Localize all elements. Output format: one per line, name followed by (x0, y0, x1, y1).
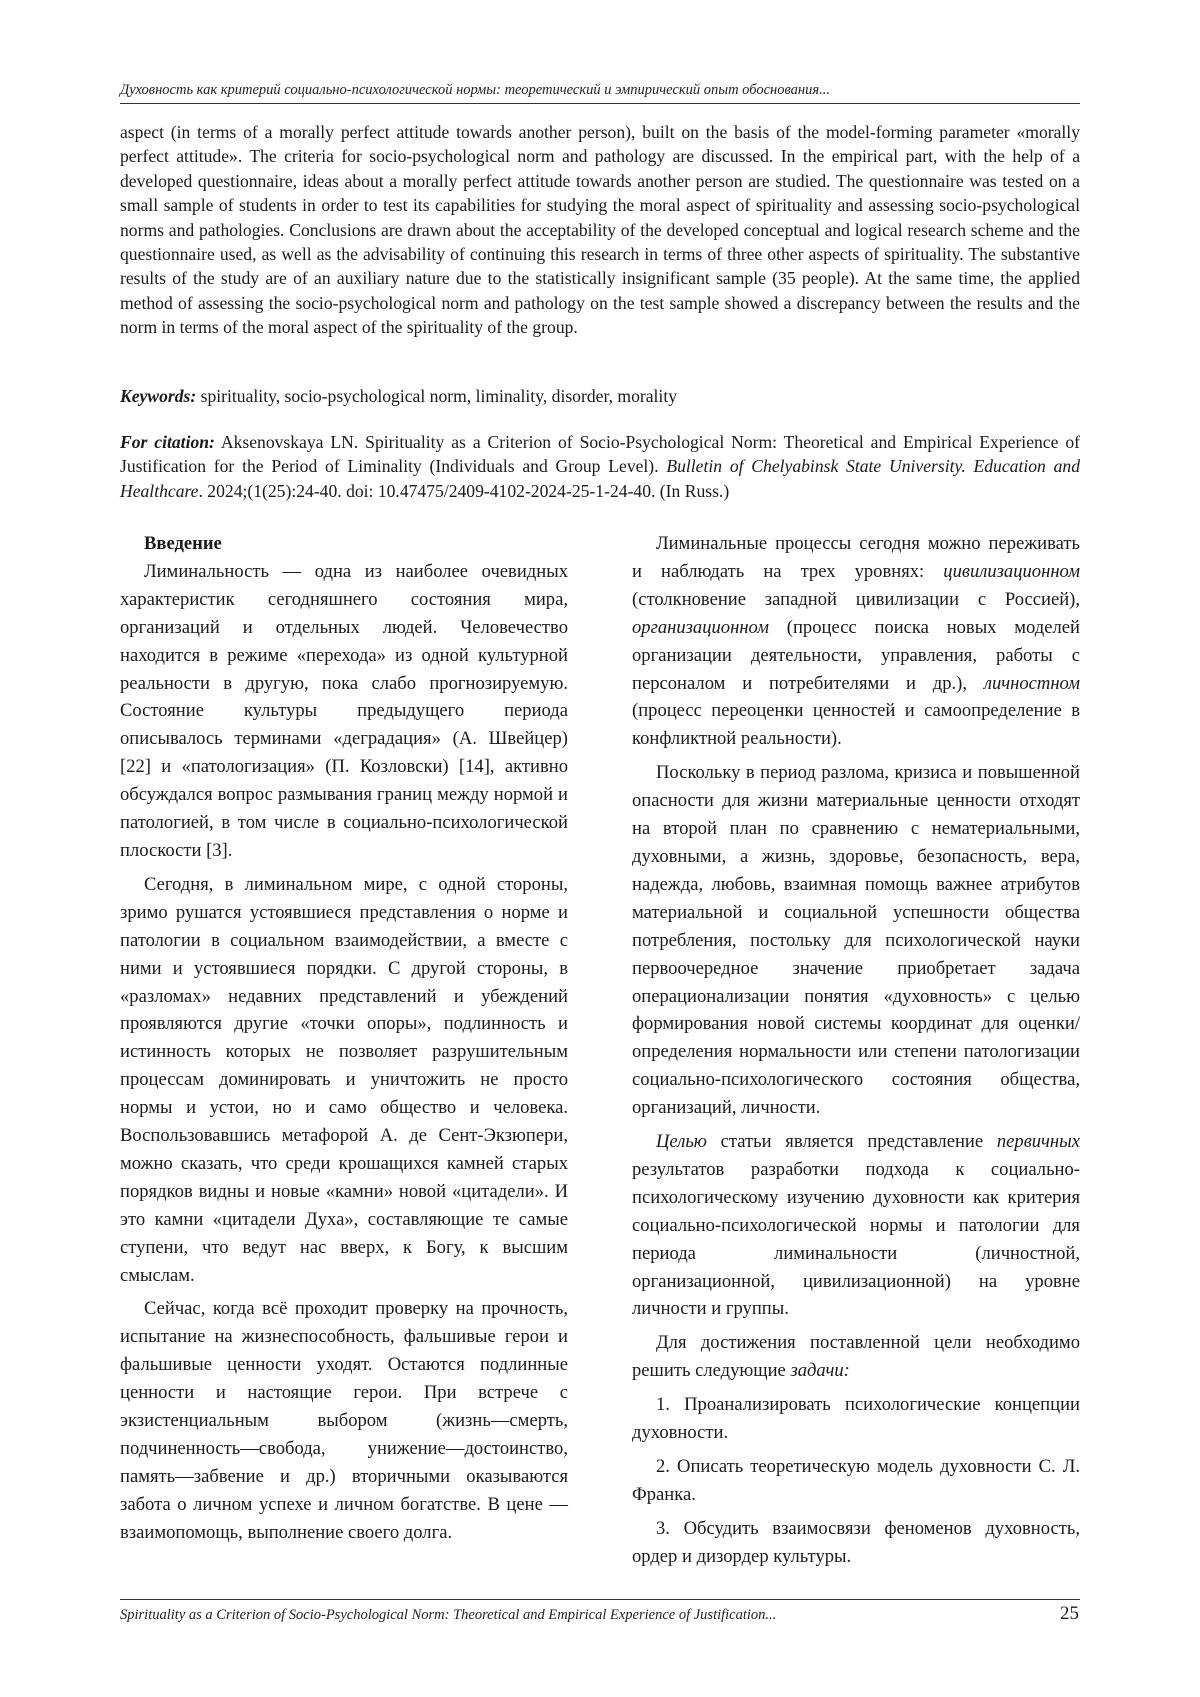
abstract-text: aspect (in terms of a morally perfect attitude towards another person), built on the basis of the model-forming parameter «morally perfect attitude». The criteria for socio-psychological norm and pathology are discussed. In the empirical part, with the help of a developed questionnaire, ideas about a morally perfect attitude towards another person are studied. The questionnaire was tested on a small sample of students in order to test its capabilities for studying the moral aspect of spirituality and assessing socio-psychological norms and pathologies. Conclusions are drawn about the acceptability of the developed conceptual and logical research scheme and the questionnaire used, as well as the advisability of continuing this research in terms of three other aspects of spirituality. The substantive results of the study are of an auxiliary nature due to the statistically insignificant sample (35 people). At the same time, the applied method of assessing the socio-psychological norm and pathology on the test sample showed a discrepancy between the results and the norm in terms of the moral aspect of the spirituality of the group. (120, 122, 1080, 338)
keywords-label: Keywords: (120, 386, 197, 406)
abstract (120, 120, 1080, 340)
left-column (120, 530, 568, 1553)
citation-text: Aksenovskaya LN. Spirituality as a Criterion of Socio-Psychological Norm: Theoretical and Empirical Experience of Justification for the Period of Liminality (Individuals and Group Level). (120, 432, 1080, 477)
paragraph: Целью статьи является представление первичных результатов разработки подхода к социально-психологическому изучению духовности как критерия социально-психологической нормы и патологии для периода лиминальности (личностной, организационной, цивилизационной) на уровне личности и группы. (632, 1131, 1080, 1320)
citation-journal: Bulletin of Chelyabinsk State University. Education and Healthcare (120, 456, 1080, 501)
running-header: Духовность как критерий социально-психологической нормы: теоретический и эмпирический опыт обоснования... (120, 82, 830, 98)
keywords (120, 384, 1080, 408)
footer-rule (120, 1599, 1080, 1600)
running-footer: Spirituality as a Criterion of Socio-Psychological Norm: Theoretical and Empirical Experience of Justification... (120, 1607, 777, 1623)
paragraph: Лиминальность — одна из наиболее очевидных характеристик сегодняшнего состояния мира, организаций и отдельных людей. Человечество находится в режиме «перехода» из одной культурной реальности в другую, пока слабо прогнозируемую. Состояние культуры предыдущего периода описывалось терминами «деградация» (А. Швейцер) [22] и «патологизация» (П. Козловски) [14], активно обсуждался вопрос размывания границ между нормой и патологией, в том числе в социально-психологической плоскости [3]. (120, 560, 568, 861)
right-column (632, 530, 1080, 1577)
page-number: 25 (1060, 1603, 1079, 1624)
paragraph: Поскольку в период разлома, кризиса и повышенной опасности для жизни материальные ценности отходят на второй план по сравнению с нематериальными, духовными, а жизнь, здоровье, безопасность, вера, надежда, любовь, взаимная помощь важнее атрибутов материальной и социальной успешности общества потребления, постольку для психологической науки первоочередное значение приобретает задача операционализации понятия «духовность» с целью формирования новой системы координат для оценки/определения нормальности или степени патологизации социально-психологического состояния общества, организаций, личности. (632, 762, 1080, 1119)
paragraph: Для достижения поставленной цели необходимо решить следующие задачи: (632, 1332, 1080, 1382)
section-heading: Введение (144, 533, 222, 554)
keywords-text: spirituality, socio-psychological norm, liminality, disorder, morality (200, 386, 678, 406)
paragraph: Лиминальные процессы сегодня можно переживать и наблюдать на трех уровнях: цивилизационном (столкновение западной цивилизации с Россией), организационном (процесс поиска новых моделей организации деятельности, управления, работы с персоналом и потребителями и др.), личностном (процесс переоценки ценностей и самоопределение в конфликтной реальности). (632, 533, 1080, 750)
citation-label: For citation: (120, 432, 215, 452)
citation-details: . 2024;(1(25):24-40. doi: 10.47475/2409-4102-2024-25-1-24-40. (In Russ.) (198, 480, 730, 501)
header-rule (120, 103, 1080, 104)
paragraph: Сейчас, когда всё проходит проверку на прочность, испытание на жизнеспособность, фальшивые герои и фальшивые ценности уходят. Остаются подлинные ценности и настоящие герои. При встрече с экзистенциальным выбором (жизнь—смерть, подчиненность—свобода, унижение—достоинство, память—забвение и др.) вторичными оказываются забота о личном успехе и личном богатстве. В цене — взаимопомощь, выполнение своего долга. (120, 1298, 568, 1543)
citation (120, 430, 1080, 503)
task-item: 2. Описать теоретическую модель духовности С. Л. Франка. (632, 1456, 1080, 1505)
task-item: 3. Обсудить взаимосвязи феноменов духовность, ордер и дизордер культуры. (632, 1517, 1080, 1567)
paragraph: Сегодня, в лиминальном мире, с одной стороны, зримо рушатся устоявшиеся представления о норме и патологии в социальном взаимодействии, а вместе с ними и устоявшиеся порядки. С другой стороны, в «разломах» недавних представлений и убеждений проявляются другие «точки опоры», подлинность и истинность которых не позволяет разрушительным процессам доминировать и уничтожить не просто нормы и устои, но и само общество и человека. Воспользовавшись метафорой А. де Сент-Экзюпери, можно сказать, что среди крошащихся камней старых порядков видны и новые «камни» новой «цитадели». И это камни «цитадели Духа», составляющие те самые ступени, что ведут нас вверх, к Богу, к высшим смыслам. (120, 873, 568, 1286)
task-item: 1. Проанализировать психологические концепции духовности. (632, 1394, 1080, 1444)
